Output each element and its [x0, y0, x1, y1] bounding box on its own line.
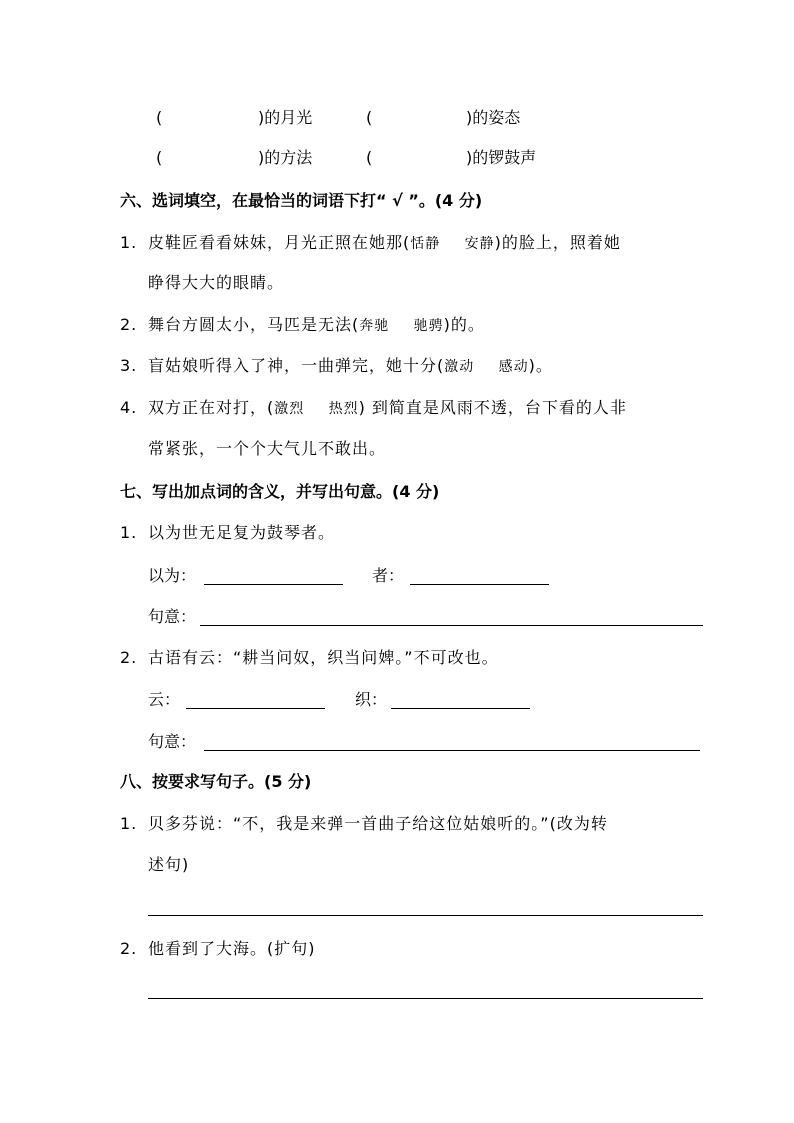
- answer-label: 句意：: [148, 607, 197, 626]
- answer-label: 句意：: [148, 732, 197, 751]
- question-text: )。: [528, 356, 553, 375]
- question-item: [120, 813, 608, 835]
- answer-blank-line[interactable]: [148, 998, 703, 999]
- question-text: 盲姑娘听得入了神，一曲弹完，她十分(: [148, 356, 445, 375]
- answer-blank-line[interactable]: [204, 750, 700, 751]
- question-number: 1.: [120, 814, 138, 833]
- blank-open-paren: (: [366, 108, 373, 127]
- option-word: 驰骋: [413, 318, 444, 334]
- question-item: [120, 397, 627, 420]
- question-item: [120, 232, 621, 255]
- question-item: [120, 314, 485, 337]
- option-word: 激动: [444, 359, 475, 375]
- answer-label: 云：: [148, 690, 181, 709]
- question-item: [120, 938, 316, 960]
- question-item: [120, 522, 335, 544]
- question-number: 1.: [120, 523, 138, 542]
- question-text: 贝多芬说：“不，我是来弹一首曲子给这位姑娘听的。”(改为转: [148, 814, 608, 833]
- option-word: 奔驰: [359, 318, 390, 334]
- section-eight-title: 八、按要求写句子。(5 分): [120, 772, 312, 791]
- answer-blank-line[interactable]: [391, 708, 530, 709]
- option-word: 恬静: [410, 236, 441, 252]
- question-number: 1.: [120, 233, 138, 252]
- answer-blank-line[interactable]: [410, 584, 549, 585]
- blank-method-label: )的方法: [258, 148, 313, 167]
- question-item: [120, 647, 499, 669]
- blank-open-paren: (: [156, 108, 163, 127]
- option-word: 热烈: [328, 401, 359, 417]
- option-word: 激烈: [274, 401, 305, 417]
- question-text: )的。: [443, 315, 485, 334]
- blank-drums-label: )的锣鼓声: [466, 148, 537, 167]
- question-number: 2.: [120, 939, 138, 958]
- section-six-title: 六、选词填空，在最恰当的词语下打“ √ ”。(4 分): [120, 191, 483, 210]
- question-text: 皮鞋匠看看妹妹，月光正照在她那(: [148, 233, 411, 252]
- question-continuation: 常紧张，一个个大气儿不敢出。: [148, 439, 387, 458]
- question-text: )的脸上，照着她: [494, 233, 621, 252]
- blank-moonlight-label: )的月光: [258, 108, 313, 127]
- question-item: [120, 355, 553, 378]
- blank-posture-label: )的姿态: [466, 108, 521, 127]
- question-continuation: 睁得大大的眼睛。: [148, 273, 285, 292]
- question-text: ) 到简直是风雨不透，台下看的人非: [358, 398, 627, 417]
- question-text: 以为世无足复为鼓琴者。: [148, 523, 336, 542]
- answer-label: 者：: [372, 566, 405, 585]
- question-text: 他看到了大海。(扩句): [148, 939, 316, 958]
- question-number: 2.: [120, 315, 138, 334]
- blank-open-paren: (: [366, 148, 373, 167]
- answer-blank-line[interactable]: [200, 625, 703, 626]
- question-number: 3.: [120, 356, 138, 375]
- question-number: 2.: [120, 648, 138, 667]
- question-number: 4.: [120, 398, 138, 417]
- question-text: 双方正在对打，(: [148, 398, 275, 417]
- question-continuation: 述句): [148, 855, 190, 874]
- section-seven-title: 七、写出加点词的含义，并写出句意。(4 分): [120, 482, 440, 501]
- answer-label: 以为：: [148, 566, 197, 585]
- question-text: 舞台方圆太小，马匹是无法(: [148, 315, 360, 334]
- question-text: 古语有云：“耕当问奴，织当问婢。”不可改也。: [148, 648, 499, 667]
- option-word: 感动: [498, 359, 529, 375]
- answer-blank-line[interactable]: [148, 915, 703, 916]
- answer-label: 织：: [355, 690, 388, 709]
- answer-blank-line[interactable]: [204, 584, 343, 585]
- blank-open-paren: (: [156, 148, 163, 167]
- answer-blank-line[interactable]: [186, 708, 325, 709]
- option-word: 安静: [464, 236, 495, 252]
